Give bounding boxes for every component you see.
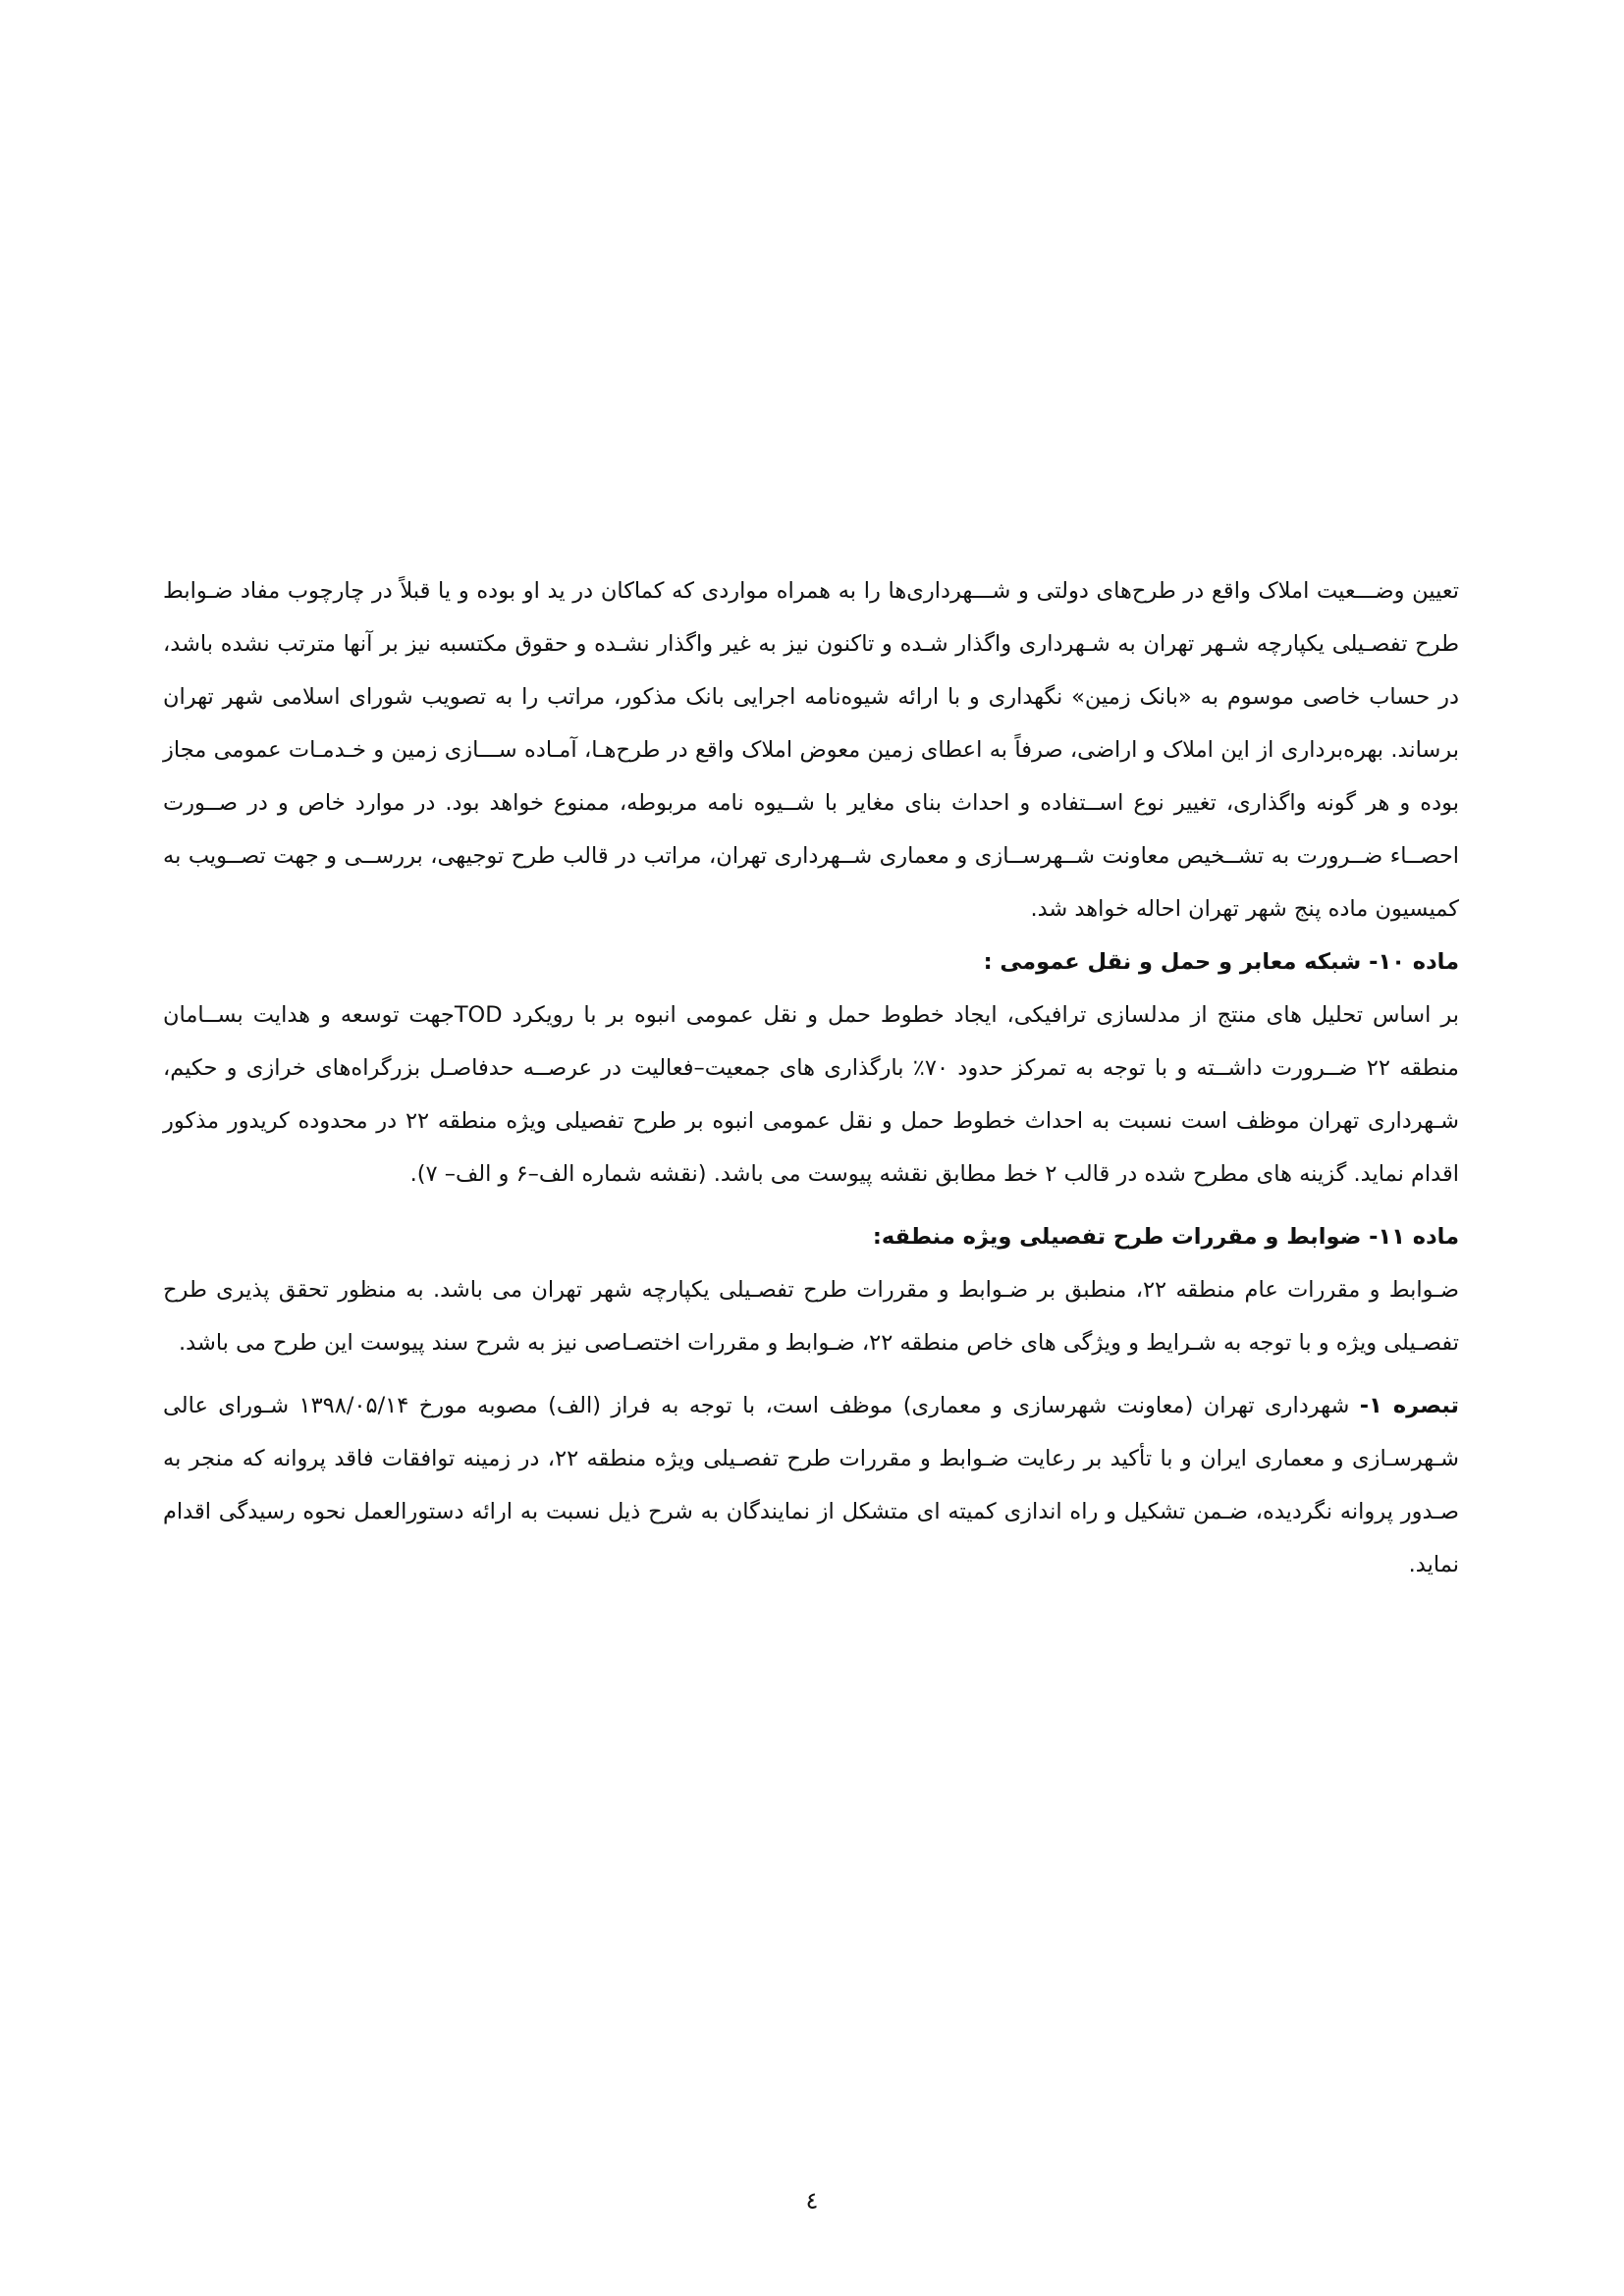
heading-article-10: ماده ۱۰- شبکه معابر و حمل و نقل عمومی : <box>983 949 1459 975</box>
page-number: ٤ <box>805 2187 819 2215</box>
paragraph-regulations: ضـوابط و مقررات عام منطقه ۲۲، منطبق بر ضـوابط و مقررات طرح تفصـیلی یکپارچه شهر تهران می باشد. به منظور تحقق پذیری طرح تفصـیلی ویژه و با توجه به شـرایط و ویژگی های خاص منطقه ۲۲، ضـوابط و مقررات اختصـاصی نیز به شرح سند پیوست این طرح می باشد. <box>163 1277 1459 1356</box>
heading-article-11: ماده ۱۱- ضوابط و مقررات طرح تفصیلی ویژه منطقه: <box>872 1224 1459 1250</box>
document-body <box>163 564 1459 1591</box>
note-label: تبصره ۱- <box>1359 1393 1460 1418</box>
paragraph-transit-network: بر اساس تحلیل های منتج از مدلسازی ترافیکی، ایجاد خطوط حمل و نقل عمومی انبوه بر با رویکرد TODجهت توسعه و هدایت بســامان منطقه ۲۲ ضــرورت داشــته و با توجه به تمرکز حدود ۷۰٪ بارگذاری های جمعیت–فعالیت در عرصــه حدفاصـل بزرگراه‌های خرازی و حکیم، شـهرداری تهران موظف است نسبت به احداث خطوط حمل و نقل عمومی انبوه بر طرح تفصیلی ویژه منطقه ۲۲ در محدوده کریدور مذکور اقدام نماید. گزینه های مطرح شده در قالب ۲ خط مطابق نقشه پیوست می باشد. (نقشه شماره الف–۶ و الف– ۷). <box>163 1002 1460 1187</box>
paragraph-land-bank: تعیین وضـــعیت املاک واقع در طرح‌های دولتی و شـــهرداری‌ها را به همراه مواردی که کماکان در ید او بوده و یا قبلاً در چارچوب مفاد ضـوابط طرح تفصـیلی یکپارچه شـهر تهران به شـهرداری واگذار شـده و تاکنون نیز به غیر واگذار نشـده و حقوق مکتسبه نیز بر آنها مترتب نشده باشد، در حساب خاصی موسوم به «بانک زمین» نگهداری و با ارائه شیوه‌نامه اجرایی بانک مذکور، مراتب را به تصویب شورای اسلامی شهر تهران برساند. بهره‌برداری از این املاک و اراضی، صرفاً به اعطای زمین معوض املاک واقع در طرح‌هـا، آمـاده ســـازی زمین و خـدمـات عمومی مجاز بوده و هر گونه واگذاری، تغییر نوع اســتفاده و احداث بنای مغایر با شــیوه نامه مربوطه، ممنوع خواهد بود. در موارد خاص و در صــورت احصــاء ضــرورت به تشــخیص معاونت شــهرســازی و معماری شــهرداری تهران، مراتب در قالب طرح توجیهی، بررســی و جهت تصــویب به کمیسیون ماده پنج شهر تهران احاله خواهد شد. <box>163 578 1459 922</box>
note-text: شهرداری تهران (معاونت شهرسازی و معماری) موظف است، با توجه به فراز (الف) مصوبه مورخ ۱۳۹۸/۰۵/۱۴ شـورای عالی شـهرسـازی و معماری ایران و با تأکید بر رعایت ضـوابط و مقررات طرح تفصـیلی ویژه منطقه ۲۲، در زمینه توافقات فاقد پروانه که منجر به صـدور پروانه نگردیده، ضـمن تشکیل و راه اندازی کمیته ای متشکل از نمایندگان به شرح ذیل نسبت به ارائه دستورالعمل نحوه رسیدگی اقدام نماید. <box>163 1393 1459 1577</box>
paragraph-note-1 <box>163 1379 1459 1591</box>
